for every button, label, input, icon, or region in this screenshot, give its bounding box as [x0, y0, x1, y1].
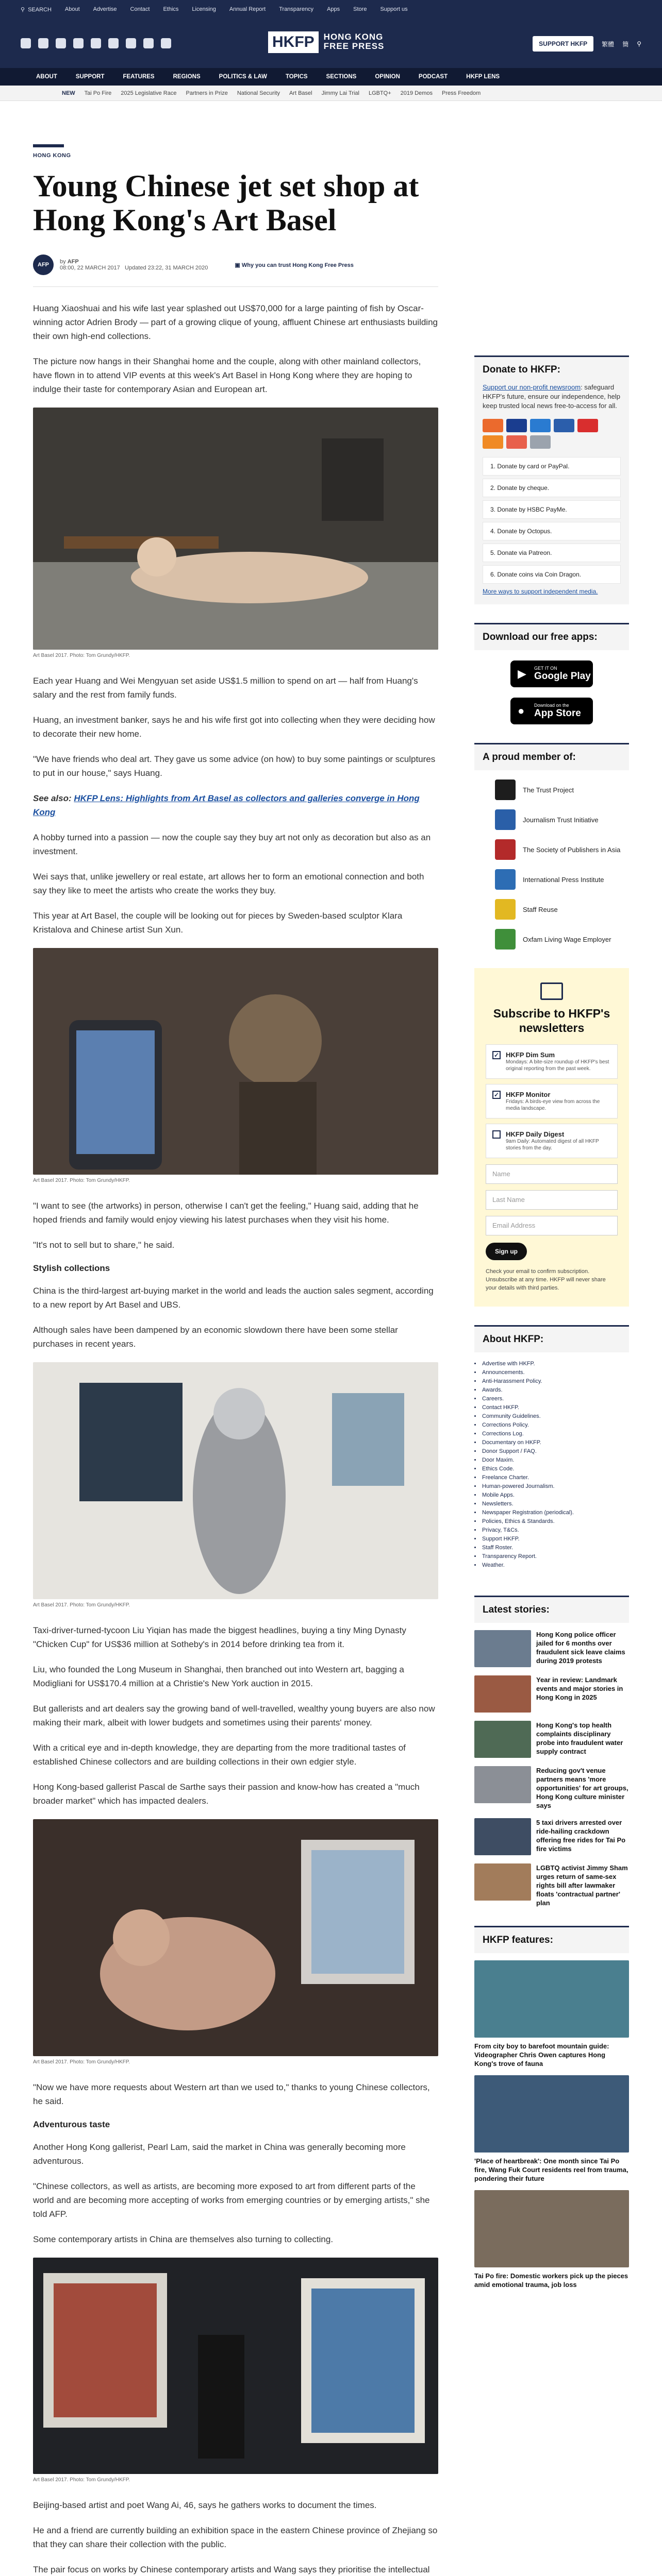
latest-stories — [474, 1623, 629, 1907]
latest-story[interactable]: Hong Kong's top health complaints disciplinary probe into fraudulent water supply contract — [474, 1721, 629, 1758]
nav-lens[interactable]: HKFP LENS — [466, 74, 500, 80]
paragraph: Another Hong Kong gallerist, Pearl Lam, said the market in China was generally becoming more adventurous. — [33, 2142, 406, 2166]
topbar-licensing[interactable]: Licensing — [192, 6, 216, 12]
feature-story[interactable]: From city boy to barefoot mountain guide: Videographer Chris Owen captures Hong Kong's trove of fauna — [474, 1960, 629, 2068]
sign-up-button[interactable]: Sign up — [486, 1243, 527, 1260]
feature-image — [474, 2075, 629, 2153]
latest-story[interactable]: LGBTQ activist Jimmy Sham urges return of same-sex rights bill after lawmaker floats 'contractual partner' plan — [474, 1863, 629, 1907]
logo-line2: FREE PRESS — [323, 41, 385, 51]
story-thumbnail — [474, 1818, 531, 1855]
paragraph: The picture now hangs in their Shanghai home and the couple, along with other mainland collectors, have flown in to attend VIP events at this week's Art Basel in Hong Kong where they are hoping to indulge their taste for contemporary Asian and European art. — [33, 357, 421, 394]
paragraph: Each year Huang and Wei Mengyuan set aside US$1.5 million to spend on art — half from Huang's salary and the rest from family funds. — [33, 676, 418, 700]
staff-reuse-icon — [495, 899, 516, 920]
about-link[interactable]: • Support HKFP. — [474, 1535, 629, 1544]
about-link[interactable]: • Newsletters. — [474, 1500, 629, 1509]
payme-icon — [577, 419, 598, 432]
latest-title: Latest stories: — [474, 1596, 629, 1623]
play-icon: ▶ — [518, 667, 526, 680]
about-link[interactable]: • Announcements. — [474, 1368, 629, 1377]
apps-title: Download our free apps: — [474, 623, 629, 650]
author-by: by — [60, 259, 68, 265]
topbar-support[interactable]: Support us — [380, 6, 408, 12]
oxfam-icon — [495, 929, 516, 950]
story-thumbnail — [474, 1766, 531, 1803]
lang-traditional[interactable]: 繁體 — [602, 40, 615, 48]
trending-bar — [0, 86, 662, 101]
donate-option[interactable]: 5. Donate via Patreon. — [483, 544, 621, 562]
top-utility-bar — [0, 0, 662, 19]
about-link[interactable]: • Anti-Harassment Policy. — [474, 1377, 629, 1386]
about-link[interactable]: • Community Guidelines. — [474, 1412, 629, 1421]
divider — [33, 286, 438, 287]
newsletter-option[interactable]: HKFP Daily Digest 9am Daily: Automated digest of all HKFP stories from the day. — [486, 1124, 618, 1158]
payment-logos — [483, 419, 621, 449]
see-also: See also: HKFP Lens: Highlights from Art Basel as collectors and galleries converge in Hong Kong — [33, 793, 420, 817]
feature-image — [474, 1960, 629, 2038]
feature-story[interactable]: 'Place of heartbreak': One month since Tai Po fire, Wang Fuk Court residents reel from trauma, pondering their future — [474, 2075, 629, 2183]
member-logo[interactable]: The Society of Publishers in Asia — [495, 839, 629, 860]
nav-features[interactable]: FEATURES — [123, 74, 155, 80]
member-logo[interactable]: Oxfam Living Wage Employer — [495, 929, 629, 950]
email-field[interactable]: Email Address — [486, 1216, 618, 1235]
search-icon[interactable]: ⚲ — [637, 40, 641, 47]
paragraph: The pair focus on works by Chinese contemporary artists and Wang says they prioritise the intellectual — [33, 2565, 430, 2574]
site-header — [0, 19, 662, 68]
about-link[interactable]: • Staff Roster. — [474, 1544, 629, 1552]
article-photo-phone — [33, 948, 438, 1175]
donate-option[interactable]: 4. Donate by Octopus. — [483, 522, 621, 540]
shield-icon: ▣ — [235, 262, 242, 268]
newsletter-option[interactable]: ✓ HKFP Dim Sum Mondays: A bite-size roundup of HKFP's best original reporting from the past week. — [486, 1044, 618, 1079]
story-thumbnail — [474, 1863, 531, 1901]
about-link[interactable]: • Donor Support / FAQ. — [474, 1447, 629, 1456]
name-field[interactable]: Name — [486, 1164, 618, 1184]
rss-icon[interactable] — [161, 38, 171, 48]
photo-caption: Art Basel 2017. Photo: Tom Grundy/HKFP. — [33, 2477, 130, 2483]
paragraph: Huang Xiaoshuai and his wife last year splashed out US$70,000 for a large painting of fish by Oscar-winning actor Adrien Brody — part of a growing clique of young, affluent Chinese art enthusiasts building their own high-end collections. — [33, 303, 438, 341]
about-link[interactable]: • Privacy, T&Cs. — [474, 1526, 629, 1535]
site-logo[interactable] — [268, 30, 384, 53]
article-photo-gallery — [33, 2258, 438, 2474]
about-link[interactable]: • Careers. — [474, 1395, 629, 1403]
category-rule — [33, 144, 64, 147]
photo-caption: Art Basel 2017. Photo: Tom Grundy/HKFP. — [33, 1178, 130, 1183]
about-link[interactable]: • Human-powered Journalism. — [474, 1482, 629, 1491]
subheading: Stylish collections — [33, 1263, 110, 1273]
latest-story[interactable]: Hong Kong police officer jailed for 6 months over fraudulent sick leave claims during 2019 protests — [474, 1630, 629, 1667]
app-store-button[interactable]: ● Download on the App Store — [510, 698, 593, 724]
linkedin-icon[interactable] — [91, 38, 101, 48]
donate-box — [474, 355, 629, 604]
about-link[interactable]: • Awards. — [474, 1386, 629, 1395]
paragraph: "It's not to sell but to share," he said. — [33, 1240, 175, 1250]
paragraph: Wei says that, unlike jewellery or real estate, art allows her to form an emotional connection and both say they like to meet the artists who create the works they buy. — [33, 872, 424, 895]
paragraph: Although sales have been dampened by an economic slowdown there have been some stellar purchases in recent years. — [33, 1325, 398, 1349]
about-link[interactable]: • Door Maxim. — [474, 1456, 629, 1465]
trust-project-icon — [495, 779, 516, 800]
paragraph: "I want to see (the artworks) in person, otherwise I can't get the feeling," Huang said, adding that he hoped friends and family would enjoy viewing his latest purchases when they visit his home. — [33, 1201, 419, 1225]
feature-image — [474, 2190, 629, 2267]
more-ways-link[interactable]: More ways to support independent media. — [483, 588, 598, 595]
about-link[interactable]: • Documentary on HKFP. — [474, 1438, 629, 1447]
checkbox[interactable]: ✓ — [492, 1051, 501, 1059]
about-link[interactable]: • Corrections Log. — [474, 1430, 629, 1438]
last-name-field[interactable]: Last Name — [486, 1190, 618, 1210]
photo-caption: Art Basel 2017. Photo: Tom Grundy/HKFP. — [33, 1602, 130, 1608]
paragraph: Some contemporary artists in China are themselves also turning to collecting. — [33, 2234, 334, 2244]
member-logo[interactable]: Journalism Trust Initiative — [495, 809, 629, 830]
sopa-icon — [495, 839, 516, 860]
threads-icon[interactable] — [73, 38, 84, 48]
article — [33, 144, 438, 2576]
nav-podcast[interactable]: PODCAST — [418, 74, 448, 80]
features-title: HKFP features: — [474, 1926, 629, 1953]
donate-option[interactable]: 1. Donate by card or PayPal. — [483, 457, 621, 476]
topbar-transparency[interactable]: Transparency — [279, 6, 314, 12]
checkbox[interactable] — [492, 1130, 501, 1139]
latest-story[interactable]: 5 taxi drivers arrested over ride-hailing crackdown offering free rides for Tai Po fire victims — [474, 1818, 629, 1855]
apple-icon: ● — [518, 704, 525, 717]
paragraph: This year at Art Basel, the couple will be looking out for pieces by Sweden-based sculptor Klara Kristalova and Chinese artist Sun Xun. — [33, 911, 403, 935]
telegram-icon[interactable] — [143, 38, 154, 48]
about-link[interactable]: • Contact HKFP. — [474, 1403, 629, 1412]
patreon-icon — [506, 435, 527, 449]
story-thumbnail — [474, 1675, 531, 1713]
latest-story[interactable]: Reducing gov't venue partners means 'more opportunities' for art groups, Hong Kong culture minister says — [474, 1766, 629, 1810]
nav-support[interactable]: SUPPORT — [75, 74, 105, 80]
author-name[interactable]: AFP — [67, 259, 79, 265]
social-icons — [21, 38, 171, 48]
see-also-link[interactable]: HKFP Lens: Highlights from Art Basel as collectors and galleries converge in Hong Kong — [33, 793, 420, 817]
newsletter-title: Subscribe to HKFP's newsletters — [493, 1007, 610, 1035]
topbar-search[interactable]: ⚲ SEARCH — [21, 6, 52, 13]
story-thumbnail — [474, 1721, 531, 1758]
mastercard-icon — [483, 419, 503, 432]
newsletter-fine-print: Check your email to confirm subscription. Unsubscribe at any time. HKFP will never share your details with third parties. — [486, 1268, 606, 1291]
facebook-icon[interactable] — [21, 38, 31, 48]
story-thumbnail — [474, 1630, 531, 1667]
paragraph: But gallerists and art dealers say the growing band of well-travelled, wealthy young buyers are also now making their mark, albeit with lower budgets and sometimes using their parents' money. — [33, 1704, 435, 1727]
nav-regions[interactable]: REGIONS — [173, 74, 201, 80]
paypal-icon — [554, 419, 574, 432]
nav-opinion[interactable]: OPINION — [375, 74, 400, 80]
updated-date: Updated 23:22, 31 MARCH 2020 — [124, 265, 208, 271]
twitter-icon[interactable] — [38, 38, 48, 48]
email-icon[interactable] — [126, 38, 136, 48]
feature-story[interactable]: Tai Po fire: Domestic workers pick up the pieces amid emotional trauma, job loss — [474, 2190, 629, 2289]
topbar-advertise[interactable]: Advertise — [93, 6, 117, 12]
donate-option[interactable]: 6. Donate coins via Coin Dragon. — [483, 565, 621, 584]
article-photo-creature — [33, 1819, 438, 2056]
trending-link[interactable]: Jimmy Lai Trial — [321, 90, 359, 96]
article-category[interactable]: HONG KONG — [33, 152, 71, 159]
new-badge: NEW — [62, 90, 75, 96]
envelope-icon — [540, 982, 563, 1000]
donate-option[interactable]: 2. Donate by cheque. — [483, 479, 621, 497]
donate-options — [483, 457, 621, 584]
member-logo[interactable]: Staff Reuse — [495, 899, 629, 920]
about-link[interactable]: • Corrections Policy. — [474, 1421, 629, 1430]
paragraph: "Now we have more requests about Western art than we used to," thanks to young Chinese collectors, he said. — [33, 2082, 430, 2106]
trending-link[interactable]: LGBTQ+ — [368, 90, 391, 96]
why-trust-link[interactable]: ▣ Why you can trust Hong Kong Free Press — [235, 262, 354, 268]
ipi-icon — [495, 869, 516, 890]
logo-line1: HONG KONG — [323, 31, 384, 42]
instagram-icon[interactable] — [56, 38, 66, 48]
about-title: About HKFP: — [474, 1325, 629, 1352]
lang-simplified[interactable]: 簡 — [622, 40, 629, 48]
paragraph: A hobby turned into a passion — now the couple say they buy art not only as decoration but also as an investment. — [33, 833, 431, 856]
topbar-store[interactable]: Store — [353, 6, 367, 12]
trending-link[interactable]: 2019 Demos — [400, 90, 433, 96]
search-icon: ⚲ — [21, 6, 25, 13]
topbar-apps[interactable]: Apps — [327, 6, 340, 12]
nav-politics-law[interactable]: POLITICS & LAW — [219, 74, 267, 80]
member-logo[interactable]: International Press Institute — [495, 869, 629, 890]
trending-link[interactable]: Partners in Prize — [186, 90, 228, 96]
logo-mark: HKFP — [268, 30, 319, 53]
nav-topics[interactable]: TOPICS — [285, 74, 308, 80]
sidebar — [474, 355, 629, 2296]
donate-option[interactable]: 3. Donate by HSBC PayMe. — [483, 500, 621, 519]
nav-about[interactable]: ABOUT — [36, 74, 57, 80]
amex-icon — [530, 419, 551, 432]
octopus-icon — [483, 435, 503, 449]
checkbox[interactable]: ✓ — [492, 1091, 501, 1099]
nav-sections[interactable]: SECTIONS — [326, 74, 357, 80]
trending-link[interactable]: Art Basel — [289, 90, 312, 96]
publish-date: 08:00, 22 MARCH 2017 — [60, 265, 120, 271]
trending-link[interactable]: 2025 Legislative Race — [121, 90, 177, 96]
paragraph: Huang, an investment banker, says he and his wife first got into collecting when they were deciding how to decorate their new home. — [33, 715, 435, 739]
subheading: Adventurous taste — [33, 2120, 110, 2129]
about-list — [474, 1352, 629, 1577]
newsletter-box — [474, 968, 629, 1307]
about-link[interactable]: • Newspaper Registration (periodical). — [474, 1509, 629, 1517]
paragraph: Hong Kong-based gallerist Pascal de Sarthe says their passion and know-how has created a "much broader market" which has impacted dealers. — [33, 1782, 420, 1806]
visa-icon — [506, 419, 527, 432]
about-link[interactable]: • Weather. — [474, 1561, 629, 1570]
newsletter-option[interactable]: ✓ HKFP Monitor Fridays: A birds-eye view from across the media landscape. — [486, 1084, 618, 1118]
article-title: Young Chinese jet set shop at Hong Kong's Art Basel — [33, 169, 419, 237]
latest-story[interactable]: Year in review: Landmark events and major stories in Hong Kong in 2025 — [474, 1675, 629, 1713]
paragraph: "We have friends who deal art. They gave us some advice (on how) to buy some paintings or sculptures to put in our house," says Huang. — [33, 754, 436, 778]
member-logo[interactable]: The Trust Project — [495, 779, 629, 800]
paragraph: With a critical eye and in-depth knowledge, they are departing from the more traditional tastes of established Chinese collectors and are building collections in their own edgier style. — [33, 1743, 406, 1767]
article-photo-robot — [33, 1362, 438, 1599]
jti-icon — [495, 809, 516, 830]
paragraph: "Chinese collectors, as well as artists, are becoming more exposed to art from different parts of the world and are becoming more accepting of works from emerging countries or by emerging artists," she told AFP. — [33, 2181, 430, 2219]
about-link[interactable]: • Advertise with HKFP. — [474, 1360, 629, 1368]
donate-text: : safeguard HKFP's future, ensure our independence, help keep trusted local news free-to-access for all. — [483, 383, 620, 410]
paragraph: China is the third-largest art-buying market in the world and leads the auction sales segment, according to a new report by Art Basel and UBS. — [33, 1286, 434, 1310]
article-photo-sculpture — [33, 408, 438, 650]
about-link[interactable]: • Mobile Apps. — [474, 1491, 629, 1500]
topbar-annual-report[interactable]: Annual Report — [229, 6, 266, 12]
paragraph: Taxi-driver-turned-tycoon Liu Yiqian has made the biggest headlines, buying a tiny Ming Dynasty "Chicken Cup" for US$36 million at Sotheby's in 2014 before drinking tea from it. — [33, 1625, 406, 1649]
paragraph: He and a friend are currently building an exhibition space in the eastern Chinese province of Zhejiang so that they can share their collection with the public. — [33, 2526, 438, 2549]
author-avatar[interactable]: AFP — [33, 255, 54, 275]
trending-link[interactable]: Press Freedom — [442, 90, 481, 96]
member-title: A proud member of: — [474, 743, 629, 770]
cheque-icon — [530, 435, 551, 449]
photo-caption: Art Basel 2017. Photo: Tom Grundy/HKFP. — [33, 2059, 130, 2065]
donate-link[interactable]: Support our non-profit newsroom — [483, 383, 581, 391]
main-nav — [0, 68, 662, 86]
feature-stories — [474, 1960, 629, 2289]
topbar-contact[interactable]: Contact — [130, 6, 150, 12]
about-link[interactable]: • Policies, Ethics & Standards. — [474, 1517, 629, 1526]
youtube-icon[interactable] — [108, 38, 119, 48]
about-link[interactable]: • Transparency Report. — [474, 1552, 629, 1561]
topbar-about[interactable]: About — [64, 6, 80, 12]
about-link[interactable]: • Ethics Code. — [474, 1465, 629, 1473]
google-play-button[interactable]: ▶ GET IT ON Google Play — [510, 660, 593, 687]
topbar-ethics[interactable]: Ethics — [163, 6, 179, 12]
about-link[interactable]: • Freelance Charter. — [474, 1473, 629, 1482]
donate-title: Donate to HKFP: — [483, 364, 560, 375]
byline — [33, 255, 438, 275]
paragraph: Beijing-based artist and poet Wang Ai, 46, says he gathers works to document the times. — [33, 2500, 377, 2510]
paragraph: Liu, who founded the Long Museum in Shanghai, then branched out into Western art, bagging a Modigliani for US$170.4 million at a Christie's New York auction in 2015. — [33, 1665, 404, 1688]
support-hkfp-button[interactable]: SUPPORT HKFP — [533, 36, 593, 52]
trending-link[interactable]: National Security — [237, 90, 280, 96]
photo-caption: Art Basel 2017. Photo: Tom Grundy/HKFP. — [33, 653, 130, 658]
trending-link[interactable]: Tai Po Fire — [84, 90, 112, 96]
